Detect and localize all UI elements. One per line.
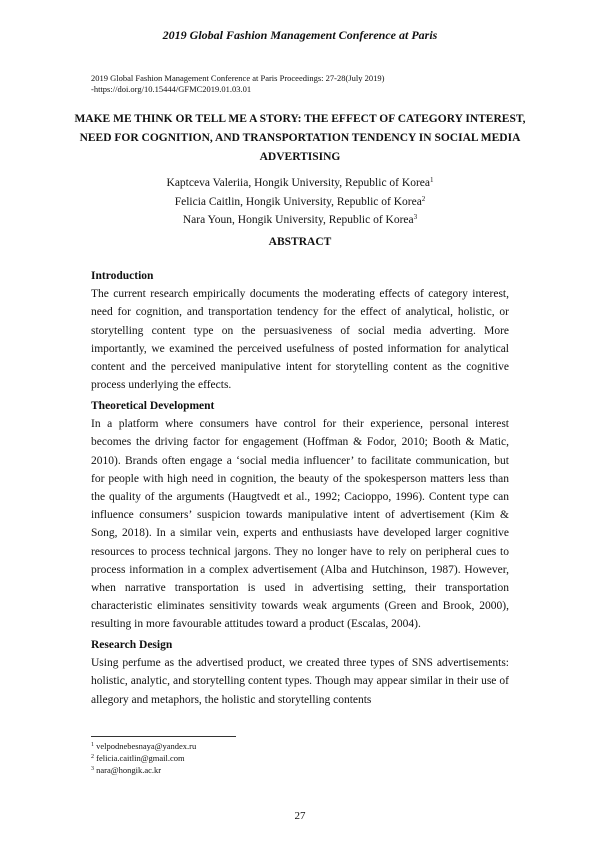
section-paragraph: Using perfume as the advertised product, we created three types of SNS advertisements: holistic, analytic, and storytelling content types. Though may appear similar in their use of allegory and metaphors, the holistic and storytelling contents (91, 657, 509, 706)
footnote (91, 764, 391, 776)
author-name: Nara Youn, Hongik University, Republic of Korea (182, 214, 414, 226)
footnote-marker: 1 (91, 742, 94, 748)
proceedings-line: 2019 Global Fashion Management Conference at Paris Proceedings: 27-28(July 2019) (91, 73, 385, 83)
footnote-marker: 2 (421, 194, 426, 203)
footnote-marker: 3 (91, 766, 94, 772)
section-introduction (91, 267, 509, 394)
footnote (91, 740, 391, 752)
paper-title: MAKE ME THINK OR TELL ME A STORY: THE EFFECT OF CATEGORY INTEREST, NEED FOR COGNITION, AND TRANSPORTATION TENDENCY IN SOCIAL MEDIA ADVERTISING (74, 113, 526, 163)
abstract-heading: ABSTRACT (268, 236, 332, 248)
section-research-design (91, 636, 509, 709)
author-name: Kaptceva Valeriia, Hongik University, Republic of Korea (166, 177, 430, 189)
footnote-marker: 3 (413, 213, 418, 221)
section-heading: Introduction (91, 270, 154, 282)
page-number: 27 (294, 810, 306, 822)
author-line (0, 174, 600, 193)
doi-line: -https://doi.org/10.15444/GFMC2019.01.03.01 (91, 84, 252, 94)
section-heading: Theoretical Development (91, 400, 215, 412)
footnotes (91, 740, 391, 776)
proceedings-citation (91, 73, 511, 95)
author-list (0, 174, 600, 230)
footnote-email: nara@hongik.ac.kr (96, 765, 162, 775)
section-theoretical-development (91, 397, 509, 634)
section-heading: Research Design (91, 639, 173, 651)
footnote (91, 752, 391, 764)
footnote-email: felicia.caitlin@gmail.com (96, 753, 185, 763)
author-line (0, 193, 600, 212)
footnote-marker: 2 (91, 754, 94, 760)
section-paragraph: In a platform where consumers have control for their experience, personal interest becomes the driving factor for engagement (Hoffman & Fodor, 2010; Booth & Matic, 2010). Brands often engage a ‘social media influencer’ to facilitate communication, but for people with high need in cognition, the beauty of the spokesperson matters less than the quality of the arguments (Haugtvedt et al., 1992; Cacioppo, 1996). Content type can influence consumers’ suspicion towards manipulative intent of advertisement (Kim & Song, 2018). In a similar vein, experts and enthusiasts have developed larger cognitive resources to process technical jargons. They no longer have to rely on peripheral cues to process information in a complex advertisement (Alba and Hutchinson, 1987). However, when narrative transportation is used in advertising setting, their transportation characteristic eliminates sensitivity towards weak arguments (Green and Brook, 2000), resulting in more favourable attitudes toward a product (Escalas, 2004). (91, 418, 509, 631)
footnote-email: velpodnebesnaya@yandex.ru (96, 741, 197, 751)
running-header: 2019 Global Fashion Management Conference at Paris (162, 28, 438, 42)
section-paragraph: The current research empirically documents the moderating effects of category interest, need for cognition, and transportation tendency for the effect of analytical, holistic, or storytelling content type on the persuasiveness of social media adverting. More importantly, we examined the perceived usefulness of posted information for analytical content and the perceived manipulative intent for storytelling content as the cognitive process underlying the effects. (91, 288, 509, 392)
footnote-divider (91, 736, 236, 737)
author-name: Felicia Caitlin, Hongik University, Republic of Korea (174, 195, 422, 208)
footnote-marker: 1 (429, 176, 434, 184)
author-line (0, 211, 600, 230)
